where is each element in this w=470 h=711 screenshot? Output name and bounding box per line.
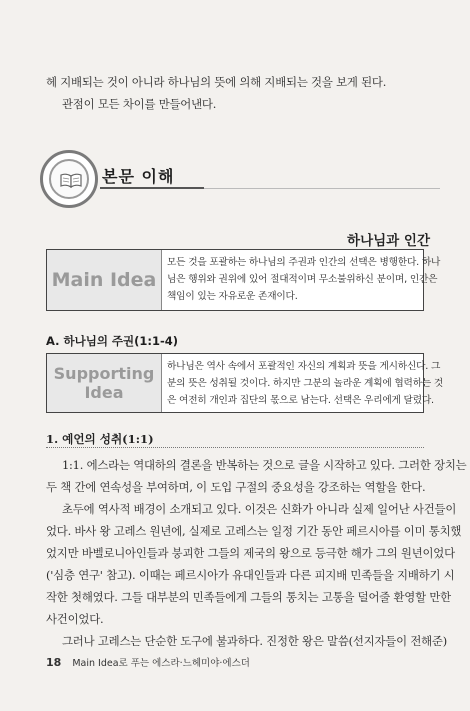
page-number: 18: [46, 656, 62, 669]
body-line: 1:1. 에스라는 역대하의 결론을 반복하는 것으로 글을 시작하고 있다. 그러한 장치는: [62, 458, 467, 472]
body-line: 작한 첫해였다. 그들 대부분의 민족들에게 그들의 통치는 고통을 덜어줄 환영할 만한: [46, 590, 451, 604]
section-rule: [100, 187, 204, 189]
intro-line-1: 헤 지배되는 것이 아니라 하나님의 뜻에 의해 지배되는 것을 보게 된다.: [46, 75, 387, 89]
body-line: 두 책 간에 연속성을 부여하며, 이 도입 구절의 중요성을 강조하는 역할을 한다.: [46, 480, 426, 494]
supporting-idea-line: 은 여전히 개인과 집단의 몫으로 남는다. 선택은 우리에게 달렸다.: [167, 395, 434, 406]
main-idea-label: Main Idea: [47, 250, 162, 310]
body-line: 그러나 고레스는 단순한 도구에 불과하다. 진정한 왕은 말씀(선지자들이 전해준): [62, 634, 447, 648]
subtitle-left: A. 하나님의 주권(1:1-4): [46, 334, 179, 348]
page-footer: [46, 655, 250, 669]
supporting-idea-line: 분의 뜻은 성취될 것이다. 하지만 그분의 놀라운 계획에 협력하는 것: [167, 378, 444, 389]
main-idea-line: 님은 행위와 권위에 있어 절대적이며 무소불위하신 분이며, 인간은: [167, 274, 438, 285]
section-rule-light: [204, 188, 440, 189]
point-heading: 1. 예언의 성취(1:1): [46, 432, 154, 446]
section-title: 본문 이해: [102, 167, 175, 186]
subtitle-right: 하나님과 인간: [347, 233, 430, 249]
main-idea-line: 모든 것을 포괄하는 하나님의 주권과 인간의 선택은 병행한다. 하나: [167, 257, 441, 268]
supporting-idea-label-1: Supporting: [53, 364, 155, 383]
supporting-idea-label: [47, 354, 162, 412]
main-idea-line: 책임이 있는 자유로운 존재이다.: [167, 291, 298, 302]
supporting-idea-box: [46, 353, 444, 413]
body-line: 었지만 바벨로니아인들과 붕괴한 그들의 제국의 왕으로 등극한 해가 그의 원년이었다: [46, 546, 455, 560]
body-line: 사건이었다.: [46, 612, 104, 626]
main-idea-text: [167, 254, 441, 305]
supporting-idea-label-2: Idea: [84, 383, 124, 402]
open-book-icon: [60, 172, 82, 188]
section-badge: [40, 150, 98, 208]
body-line: 었다. 바사 왕 고레스 원년에, 실제로 고레스는 일정 기간 동안 페르시아를 이미 통치했: [46, 524, 462, 538]
body-line: 초두에 역사적 배경이 소개되고 있다. 이것은 신화가 아니라 실제 일어난 사건들이: [62, 502, 457, 516]
body-line: ('심층 연구' 참고). 이때는 페르시아가 유대인들과 다른 피지배 민족들을 지배하기 시: [46, 568, 455, 582]
section-header: [40, 150, 440, 212]
running-title: Main Idea로 푸는 에스라·느헤미야·에스더: [72, 658, 250, 669]
main-idea-box: [46, 249, 441, 311]
supporting-idea-text: [167, 358, 444, 409]
intro-line-2: 관점이 모든 차이를 만들어낸다.: [62, 97, 217, 111]
supporting-idea-line: 하나님은 역사 속에서 포괄적인 자신의 계획과 뜻을 게시하신다. 그: [167, 361, 441, 372]
point-rule: [46, 447, 424, 448]
